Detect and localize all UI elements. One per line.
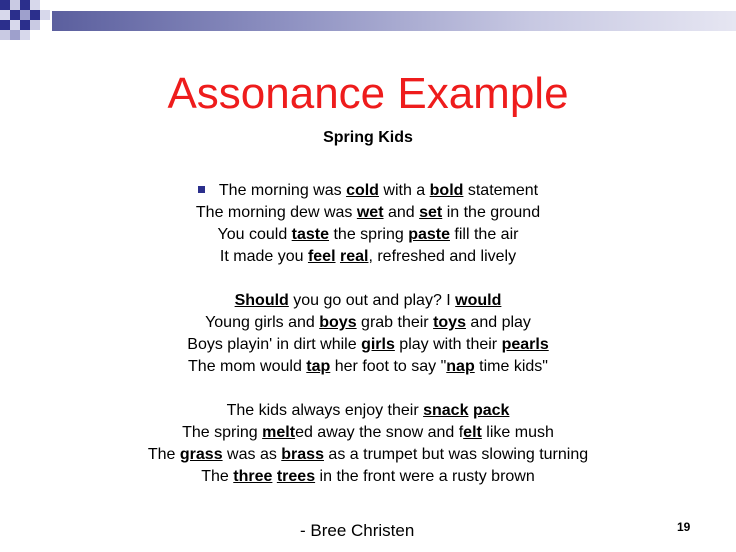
line-text: in the front were a rusty brown: [315, 468, 535, 485]
assonance-word: toys: [433, 314, 466, 331]
slide-title: Assonance Example: [167, 69, 569, 118]
line-text: her foot to say ": [330, 358, 447, 375]
assonance-word: girls: [361, 336, 395, 353]
line-text: The: [201, 468, 234, 485]
line-text: Boys playin' in dirt while: [187, 336, 362, 353]
line-text: fill the air: [449, 226, 519, 243]
line-text: The mom would: [188, 358, 307, 375]
line-text: The: [147, 446, 180, 463]
poem-line: [0, 180, 736, 202]
assonance-word: pack: [472, 402, 510, 419]
assonance-word: three: [233, 468, 273, 485]
line-text: , refreshed and lively: [368, 248, 517, 265]
poem-line: [0, 290, 736, 312]
line-text: You could: [217, 226, 292, 243]
line-text: grab their: [356, 314, 434, 331]
stanza-gap: [0, 268, 736, 290]
assonance-word: wet: [356, 204, 384, 221]
line-text: It made you: [219, 248, 308, 265]
line-text: and play: [465, 314, 531, 331]
assonance-word: paste: [408, 226, 450, 243]
assonance-word: set: [419, 204, 443, 221]
assonance-word: trees: [276, 468, 316, 485]
assonance-word: brass: [281, 446, 324, 463]
poem-line: [0, 246, 736, 268]
assonance-word: grass: [179, 446, 223, 463]
line-text: was as: [222, 446, 282, 463]
assonance-word: feel: [307, 248, 336, 265]
poem-line: [0, 334, 736, 356]
assonance-word: boys: [319, 314, 357, 331]
line-text: The morning dew was: [195, 204, 357, 221]
bullet-icon: [198, 186, 205, 193]
line-text: like mush: [481, 424, 554, 441]
assonance-word: would: [455, 292, 502, 309]
poem-body: [0, 180, 736, 488]
line-text: time kids": [474, 358, 548, 375]
line-text: ed away the snow and f: [295, 424, 464, 441]
line-text: play with their: [394, 336, 502, 353]
line-text: as a trumpet but was slowing turning: [323, 446, 589, 463]
line-text: and: [383, 204, 420, 221]
poem-line: [0, 444, 736, 466]
poem-line: [0, 356, 736, 378]
poem-line: [0, 202, 736, 224]
assonance-word: bold: [429, 182, 464, 199]
header-gradient-bar: [52, 11, 736, 31]
line-text: The kids always enjoy their: [226, 402, 424, 419]
line-text: statement: [463, 182, 539, 199]
assonance-word: nap: [446, 358, 475, 375]
assonance-word: Should: [234, 292, 289, 309]
assonance-word: snack: [423, 402, 469, 419]
line-text: the spring: [329, 226, 409, 243]
poem-title: Spring Kids: [323, 129, 413, 146]
assonance-word: melt: [262, 424, 296, 441]
line-text: The morning was: [218, 182, 347, 199]
assonance-word: pearls: [501, 336, 549, 353]
corner-decoration: [0, 0, 60, 44]
line-text: in the ground: [442, 204, 541, 221]
assonance-word: cold: [346, 182, 379, 199]
line-text: The spring: [182, 424, 263, 441]
stanza-gap: [0, 378, 736, 400]
poem-author: - Bree Christen: [300, 521, 415, 540]
line-text: Young girls and: [205, 314, 320, 331]
page-number: 19: [677, 520, 691, 534]
assonance-word: taste: [291, 226, 330, 243]
poem-line: [0, 400, 736, 422]
line-text: you go out and play? I: [288, 292, 456, 309]
line-text: with a: [378, 182, 430, 199]
poem-line: [0, 224, 736, 246]
assonance-word: tap: [306, 358, 331, 375]
poem-line: [0, 312, 736, 334]
poem-line: [0, 422, 736, 444]
poem-line: [0, 466, 736, 488]
assonance-word: elt: [463, 424, 482, 441]
assonance-word: real: [339, 248, 369, 265]
